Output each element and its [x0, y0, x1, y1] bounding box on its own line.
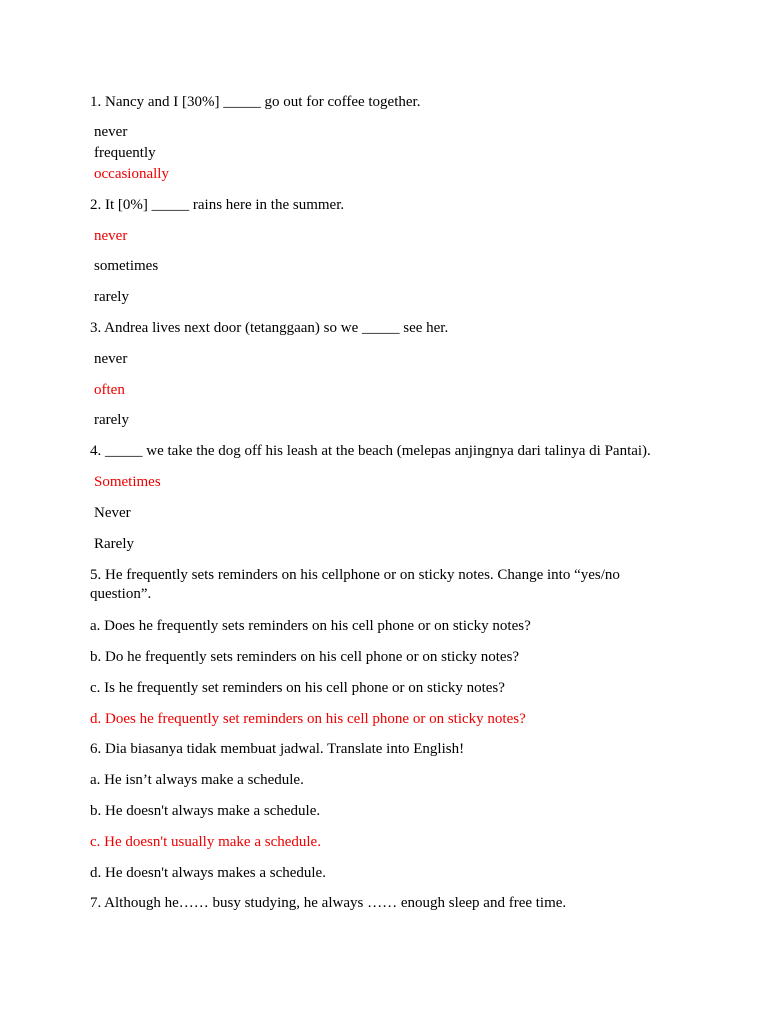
question-7: 7. Although he…… busy studying, he always …… enough sleep and free time. — [90, 895, 567, 911]
q5-option-b: b. Do he frequently sets reminders on his cell phone or on sticky notes? — [90, 649, 520, 665]
q4-option-3: Rarely — [94, 536, 134, 552]
q3-option-1: never — [94, 351, 128, 367]
q3-option-2-answer: often — [94, 382, 125, 398]
q1-option-1: never — [94, 124, 128, 140]
q6-option-d: d. He doesn't always makes a schedule. — [90, 865, 326, 881]
question-6: 6. Dia biasanya tidak membuat jadwal. Translate into English! — [90, 741, 465, 757]
q2-option-1-answer: never — [94, 228, 128, 244]
q6-option-a: a. He isn’t always make a schedule. — [90, 772, 304, 788]
question-4: 4. _____ we take the dog off his leash at the beach (melepas anjingnya dari talinya di Pantai). — [90, 443, 651, 459]
q5-option-a: a. Does he frequently sets reminders on his cell phone or on sticky notes? — [90, 618, 531, 634]
question-3: 3. Andrea lives next door (tetanggaan) so we _____ see her. — [90, 320, 449, 336]
q5-option-c: c. Is he frequently set reminders on his cell phone or on sticky notes? — [90, 680, 505, 696]
question-5: 5. He frequently sets reminders on his cellphone or on sticky notes. Change into “yes/no question”. — [90, 567, 620, 602]
q2-option-2: sometimes — [94, 258, 159, 274]
q3-option-3: rarely — [94, 412, 129, 428]
q4-option-2: Never — [94, 505, 131, 521]
q5-option-d-answer: d. Does he frequently set reminders on his cell phone or on sticky notes? — [90, 711, 526, 727]
q4-option-1-answer: Sometimes — [94, 474, 161, 490]
q1-option-3-answer: occasionally — [94, 166, 169, 182]
question-1: 1. Nancy and I [30%] _____ go out for coffee together. — [90, 94, 421, 110]
question-2: 2. It [0%] _____ rains here in the summer. — [90, 197, 345, 213]
q6-option-c-answer: c. He doesn't usually make a schedule. — [90, 834, 321, 850]
q2-option-3: rarely — [94, 289, 129, 305]
q1-option-2: frequently — [94, 145, 156, 161]
q6-option-b: b. He doesn't always make a schedule. — [90, 803, 321, 819]
